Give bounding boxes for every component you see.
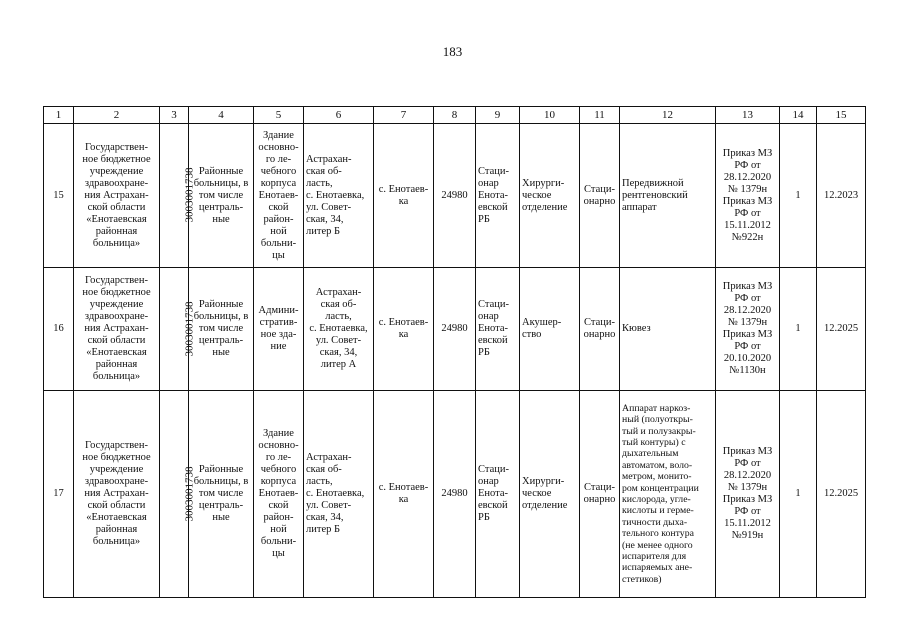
col-header: 14 — [780, 107, 817, 124]
mode-cell: Стаци- онарно — [580, 391, 620, 598]
col-header: 11 — [580, 107, 620, 124]
organization-cell: Государствен- ное бюджетное учреждение здравоохране- ния Астрахан- ской области «Енотаевская районная больница» — [74, 124, 160, 268]
inn-cell-wrap — [160, 268, 196, 391]
col-header: 5 — [254, 107, 304, 124]
code-cell: 24980 — [434, 268, 476, 391]
col-header: 3 — [160, 107, 189, 124]
col-header: 1 — [44, 107, 74, 124]
inn-cell: 3003001738 — [183, 167, 196, 223]
unit-cell: Стаци- онар Енота- евской РБ — [476, 268, 520, 391]
col-header: 6 — [304, 107, 374, 124]
date-cell: 12.2025 — [817, 391, 866, 598]
table-row — [44, 391, 866, 598]
department-cell: Хирурги- ческое отделение — [520, 391, 580, 598]
equipment-cell: Аппарат наркоз- ный (полуоткры- тый и полузакры- тый контуры) с дыхательным автоматом, воло- метром, монито- ром концентрации кислорода, угле- кислоты и герме- тичности дыха- тельного контура (не менее одного испарителя для испаряемых ане- стетиков) — [620, 391, 716, 598]
col-header: 13 — [716, 107, 780, 124]
unit-cell: Стаци- онар Енота- евской РБ — [476, 124, 520, 268]
registry-table — [43, 106, 866, 598]
inn-cell-wrap — [160, 124, 196, 268]
col-header: 12 — [620, 107, 716, 124]
col-header: 15 — [817, 107, 866, 124]
code-cell: 24980 — [434, 391, 476, 598]
mode-cell: Стаци- онарно — [580, 124, 620, 268]
equipment-cell: Передвижной рентгеновский аппарат — [620, 124, 716, 268]
building-cell: Здание основно- го ле- чебного корпуса Енотаев- ской район- ной больни- цы — [254, 124, 304, 268]
table-row — [44, 124, 866, 268]
page-number: 183 — [442, 44, 463, 59]
department-cell: Хирурги- ческое отделение — [520, 124, 580, 268]
col-header: 8 — [434, 107, 476, 124]
organization-cell: Государствен- ное бюджетное учреждение здравоохране- ния Астрахан- ской области «Енотаевская районная больница» — [74, 268, 160, 391]
organization-cell: Государствен- ное бюджетное учреждение здравоохране- ния Астрахан- ской области «Енотаевская районная больница» — [74, 391, 160, 598]
equipment-cell: Кювез — [620, 268, 716, 391]
building-cell: Админи- стратив- ное зда- ние — [254, 268, 304, 391]
col-header: 10 — [520, 107, 580, 124]
locality-cell: с. Енотаев- ка — [374, 268, 434, 391]
row-number: 15 — [44, 124, 74, 268]
order-cell: Приказ МЗ РФ от 28.12.2020 № 1379н Приказ МЗ РФ от 15.11.2012 №922н — [716, 124, 780, 268]
quantity-cell: 1 — [780, 268, 817, 391]
date-cell: 12.2025 — [817, 268, 866, 391]
row-number: 16 — [44, 268, 74, 391]
col-header: 4 — [189, 107, 254, 124]
address-cell: Астрахан- ская об- ласть, с. Енотаевка, ул. Совет- ская, 34, литер А — [304, 268, 374, 391]
facility-type-cell: Районные больницы, в том числе централь- ные — [189, 391, 254, 598]
building-cell: Здание основно- го ле- чебного корпуса Енотаев- ской район- ной больни- цы — [254, 391, 304, 598]
col-header: 9 — [476, 107, 520, 124]
header-row — [44, 107, 866, 124]
mode-cell: Стаци- онарно — [580, 268, 620, 391]
code-cell: 24980 — [434, 124, 476, 268]
inn-cell: 3003001738 — [183, 466, 196, 521]
address-cell: Астрахан- ская об- ласть, с. Енотаевка, ул. Совет- ская, 34, литер Б — [304, 124, 374, 268]
quantity-cell: 1 — [780, 391, 817, 598]
facility-type-cell: Районные больницы, в том числе централь- ные — [189, 268, 254, 391]
inn-cell-wrap — [160, 391, 196, 598]
col-header: 7 — [374, 107, 434, 124]
order-cell: Приказ МЗ РФ от 28.12.2020 № 1379н Приказ МЗ РФ от 15.11.2012 №919н — [716, 391, 780, 598]
order-cell: Приказ МЗ РФ от 28.12.2020 № 1379н Приказ МЗ РФ от 20.10.2020 №1130н — [716, 268, 780, 391]
quantity-cell: 1 — [780, 124, 817, 268]
date-cell: 12.2023 — [817, 124, 866, 268]
table-row — [44, 268, 866, 391]
row-number: 17 — [44, 391, 74, 598]
department-cell: Акушер- ство — [520, 268, 580, 391]
unit-cell: Стаци- онар Енота- евской РБ — [476, 391, 520, 598]
address-cell: Астрахан- ская об- ласть, с. Енотаевка, ул. Совет- ская, 34, литер Б — [304, 391, 374, 598]
inn-cell: 3003001738 — [183, 301, 196, 356]
col-header: 2 — [74, 107, 160, 124]
locality-cell: с. Енотаев- ка — [374, 124, 434, 268]
facility-type-cell: Районные больницы, в том числе централь- ные — [189, 124, 254, 268]
locality-cell: с. Енотаев- ка — [374, 391, 434, 598]
